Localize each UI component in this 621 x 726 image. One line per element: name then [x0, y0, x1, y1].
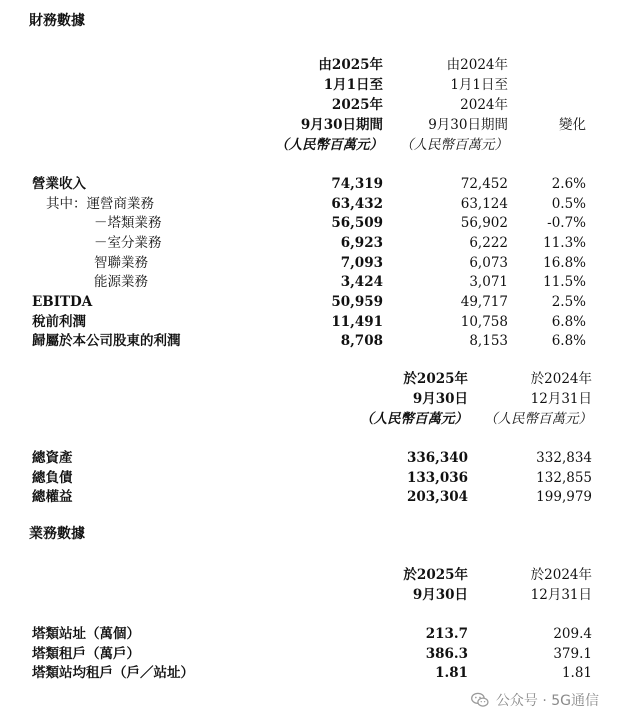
t2-head-2024-unit: （人民幣百萬元） — [484, 411, 592, 427]
section-title-financial: 財務數據 — [29, 13, 85, 29]
row-value-2025: 50,959 — [331, 294, 383, 310]
row-change: 11.3% — [543, 235, 586, 251]
t1-head-2025-unit: （人民幣百萬元） — [275, 137, 383, 153]
row-value-2024: 3,071 — [469, 274, 508, 290]
t1-head-2024-unit: （人民幣百萬元） — [400, 137, 508, 153]
row-label: 塔類站址（萬個） — [32, 626, 140, 642]
t1-head-2025-line2: 1月1日至 — [323, 77, 383, 93]
row-label: 塔類站均租戶（戶／站址） — [32, 665, 194, 681]
t3-head-2024-line2: 12月31日 — [530, 587, 592, 603]
row-change: 16.8% — [543, 255, 586, 271]
row-value-2025: 336,340 — [406, 450, 468, 466]
row-value-2024: 8,153 — [469, 333, 508, 349]
t2-head-2025-line1: 於2025年 — [403, 371, 468, 387]
section-title-business: 業務數據 — [29, 526, 85, 542]
row-value-2025: 1.81 — [435, 665, 468, 681]
row-value-2024: 72,452 — [460, 176, 508, 192]
watermark — [470, 688, 599, 712]
row-change: -0.7% — [547, 215, 586, 231]
t1-head-2025-line4: 9月30日期間 — [300, 117, 383, 133]
t1-head-2025-line3: 2025年 — [331, 97, 383, 113]
row-label: 歸屬於本公司股東的利潤 — [32, 333, 181, 349]
row-value-2024: 132,855 — [536, 470, 592, 486]
row-change: 2.6% — [551, 176, 586, 192]
row-value-2025: 11,491 — [331, 314, 383, 330]
row-label: 稅前利潤 — [32, 314, 86, 330]
row-change: 2.5% — [551, 294, 586, 310]
row-label: 能源業務 — [94, 274, 148, 290]
row-value-2025: 8,708 — [340, 333, 383, 349]
t3-head-2025-line1: 於2025年 — [403, 567, 468, 583]
row-value-2024: 332,834 — [536, 450, 592, 466]
t3-head-2024-line1: 於2024年 — [530, 567, 592, 583]
row-label: 總負債 — [32, 470, 73, 486]
row-value-2025: 133,036 — [406, 470, 468, 486]
row-change: 11.5% — [543, 274, 586, 290]
row-value-2024: 63,124 — [460, 196, 508, 212]
t2-head-2024-line1: 於2024年 — [530, 371, 592, 387]
row-value-2024: 56,902 — [460, 215, 508, 231]
t3-head-2025-line2: 9月30日 — [412, 587, 468, 603]
row-value-2024: 10,758 — [460, 314, 508, 330]
row-value-2025: 3,424 — [340, 274, 383, 290]
row-label: －塔類業務 — [94, 215, 162, 231]
row-change: 6.8% — [551, 314, 586, 330]
row-change: 6.8% — [551, 333, 586, 349]
row-value-2025: 63,432 — [331, 196, 383, 212]
row-label: EBITDA — [32, 294, 93, 310]
t2-head-2025-unit: （人民幣百萬元） — [360, 411, 468, 427]
row-label: 塔類租戶（萬戶） — [32, 646, 140, 662]
t2-head-2025-line2: 9月30日 — [412, 391, 468, 407]
wechat-icon — [470, 690, 490, 710]
row-label: 總權益 — [32, 489, 73, 505]
t1-head-2024-line2: 1月1日至 — [450, 77, 508, 93]
row-value-2025: 386.3 — [425, 646, 468, 662]
row-value-2024: 199,979 — [536, 489, 592, 505]
row-value-2025: 7,093 — [340, 255, 383, 271]
row-value-2025: 56,509 — [331, 215, 383, 231]
row-label: 營業收入 — [32, 176, 86, 192]
t2-head-2024-line2: 12月31日 — [530, 391, 592, 407]
row-value-2025: 203,304 — [406, 489, 468, 505]
row-value-2024: 6,073 — [469, 255, 508, 271]
row-value-2024: 6,222 — [469, 235, 508, 251]
row-value-2025: 74,319 — [331, 176, 383, 192]
row-value-2024: 1.81 — [561, 665, 592, 681]
row-change: 0.5% — [551, 196, 586, 212]
row-value-2025: 6,923 — [340, 235, 383, 251]
row-label: 總資產 — [32, 450, 73, 466]
row-label: 智聯業務 — [94, 255, 148, 271]
row-value-2025: 213.7 — [425, 626, 468, 642]
t1-head-2025-line1: 由2025年 — [318, 57, 383, 73]
row-label: 其中：運營商業務 — [46, 196, 154, 212]
watermark-text: 公众号 · 5G通信 — [495, 693, 599, 709]
t1-head-2024-line3: 2024年 — [460, 97, 508, 113]
row-value-2024: 49,717 — [460, 294, 508, 310]
row-value-2024: 209.4 — [553, 626, 592, 642]
t1-head-change: 變化 — [559, 117, 586, 133]
t1-head-2024-line1: 由2024年 — [446, 57, 508, 73]
t1-head-2024-line4: 9月30日期間 — [428, 117, 508, 133]
row-label: －室分業務 — [94, 235, 162, 251]
row-value-2024: 379.1 — [553, 646, 592, 662]
